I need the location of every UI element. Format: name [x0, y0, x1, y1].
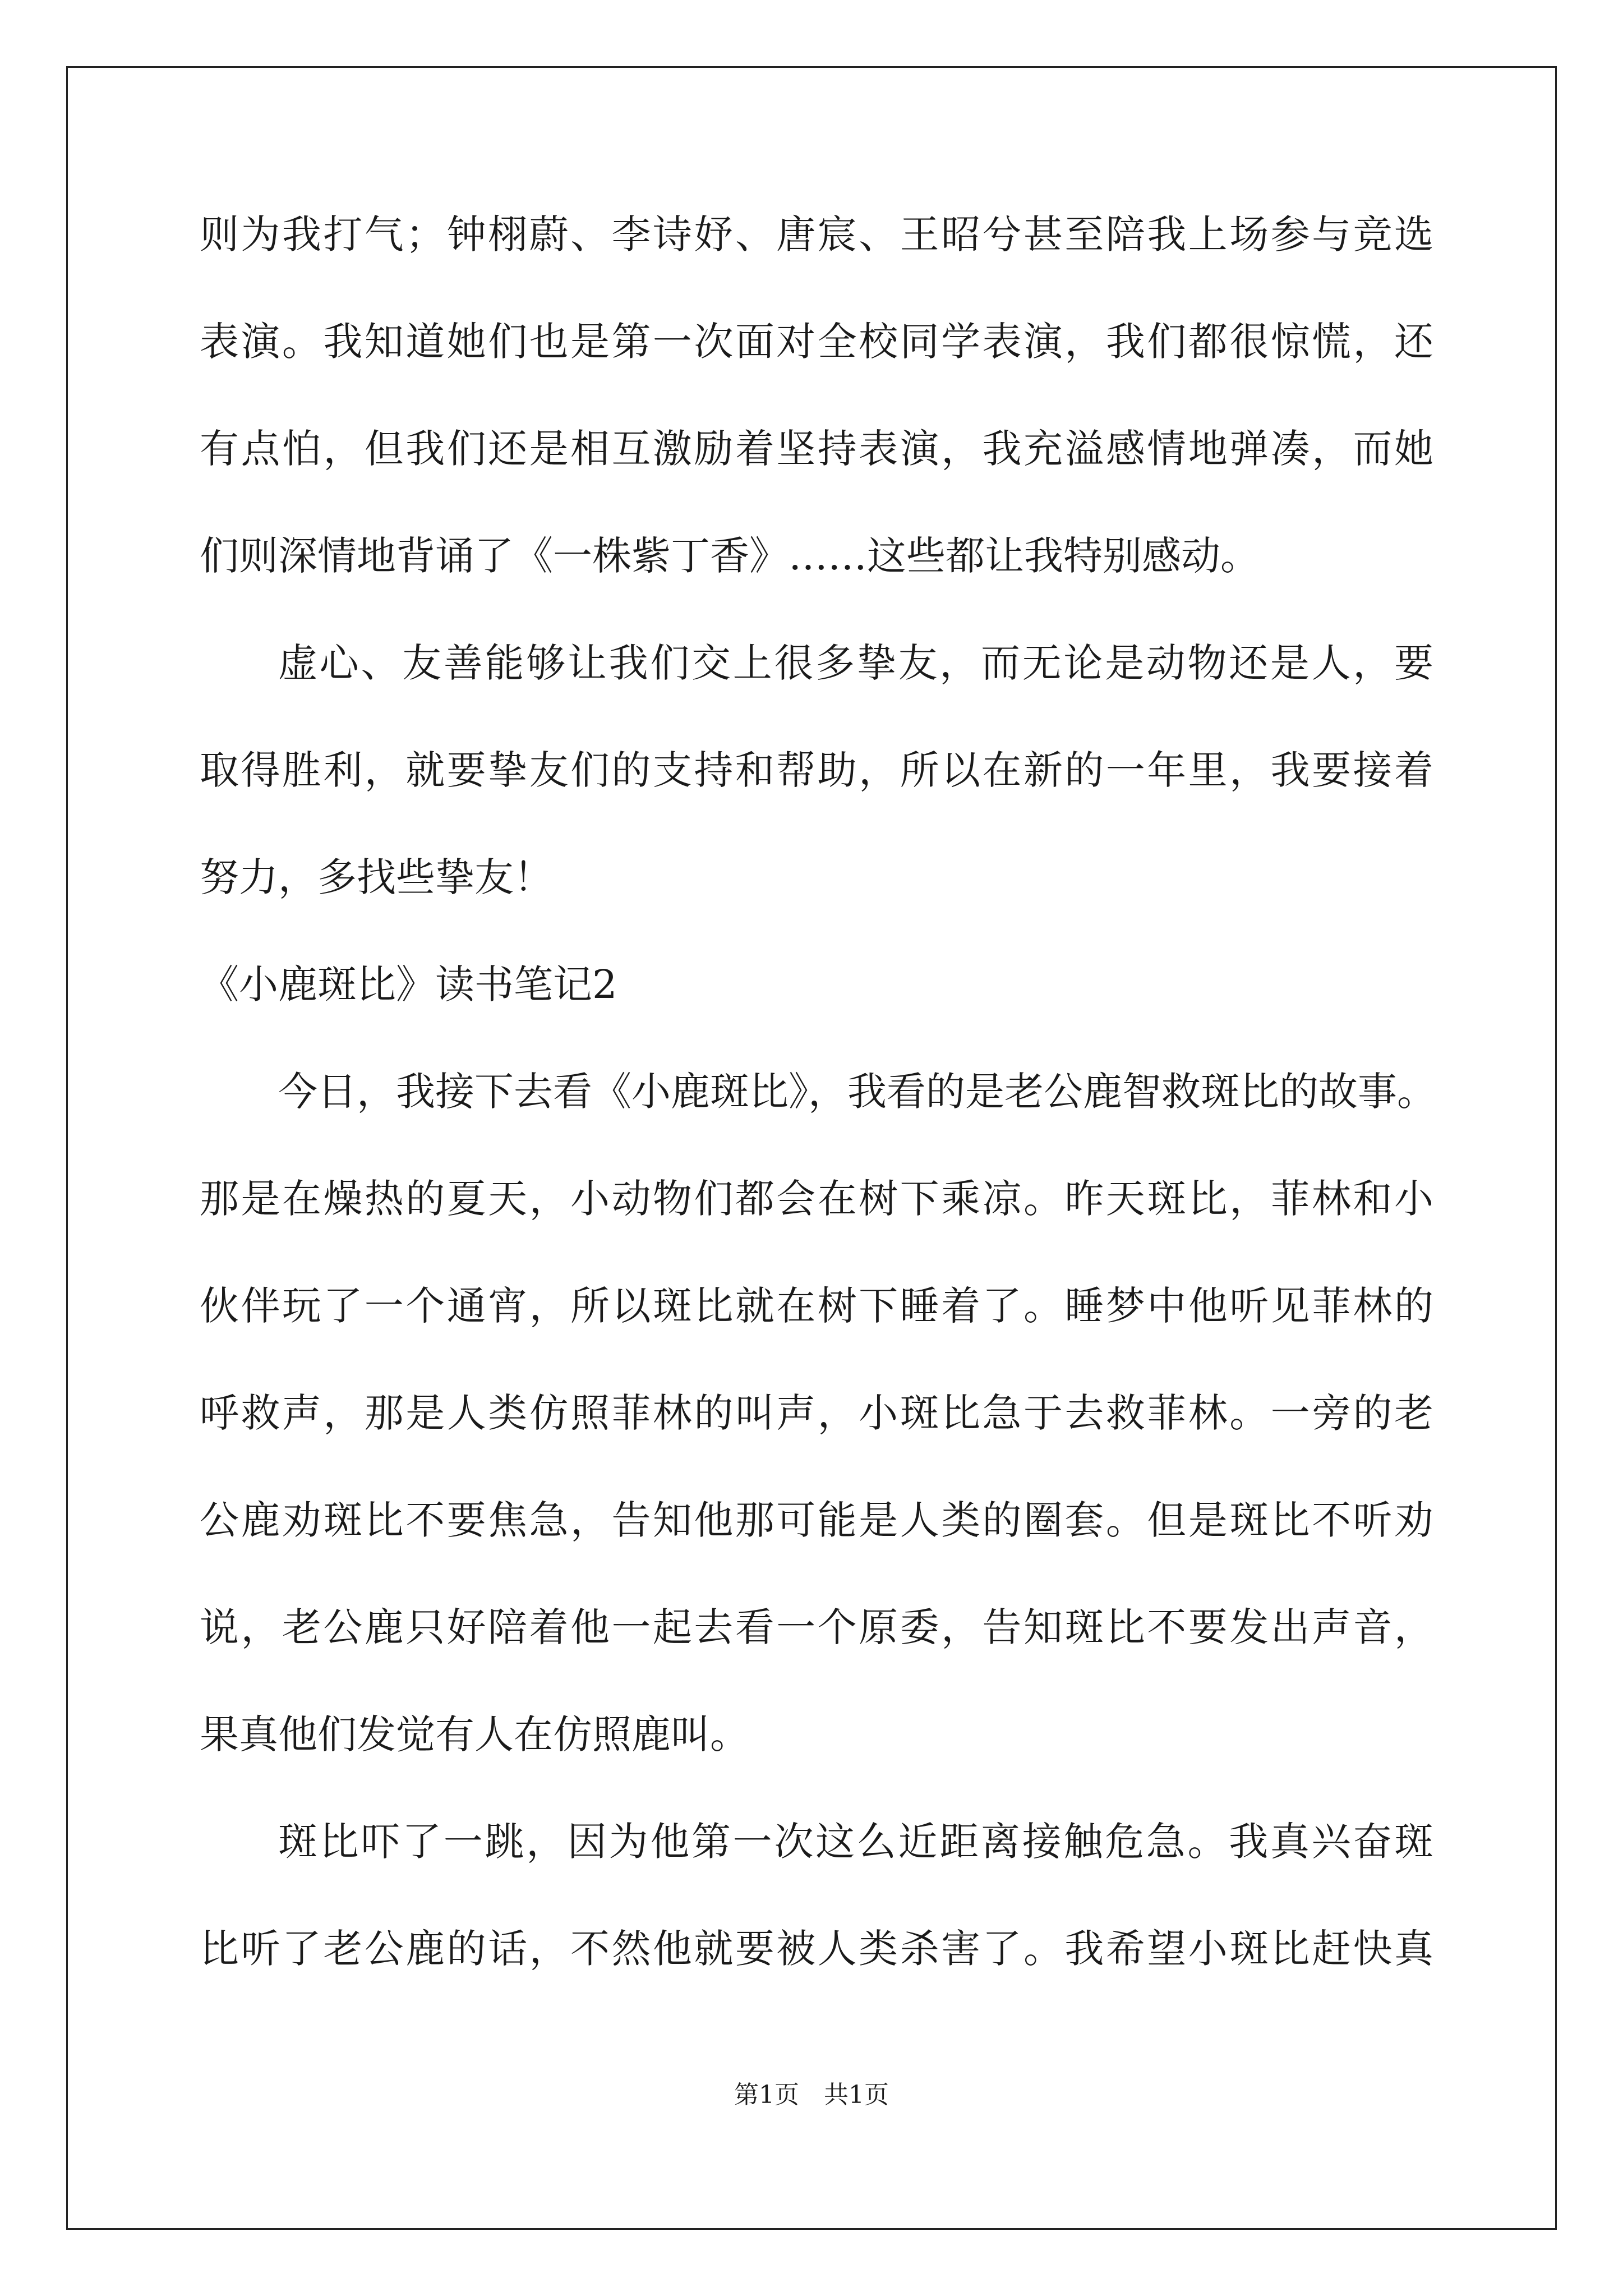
text-line: 取得胜利，就要挚友们的支持和帮助，所以在新的一年里，我要接着 [200, 747, 1433, 793]
text-line: 表演。我知道她们也是第一次面对全校同学表演，我们都很惊慌，还 [200, 319, 1433, 365]
text-line: 则为我打气；钟栩蔚、李诗妤、唐宸、王昭兮甚至陪我上场参与竞选 [200, 211, 1433, 257]
text-line: 公鹿劝斑比不要焦急，告知他那可能是人类的圈套。但是斑比不听劝 [200, 1497, 1433, 1543]
text-line: 虚心、友善能够让我们交上很多挚友，而无论是动物还是人，要 [278, 640, 1433, 686]
text-line: 说，老公鹿只好陪着他一起去看一个原委，告知斑比不要发出声音， [200, 1604, 1433, 1650]
document-body [200, 211, 1436, 1972]
text-line: 们则深情地背诵了《一株紫丁香》……这些都让我特别感动。 [200, 533, 1260, 579]
text-line: 努力，多找些挚友！ [200, 854, 553, 900]
text-line: 那是在燥热的夏天，小动物们都会在树下乘凉。昨天斑比，菲林和小 [200, 1176, 1433, 1222]
text-line: 比听了老公鹿的话，不然他就要被人类杀害了。我希望小斑比赶快真 [200, 1926, 1433, 1972]
text-line: 斑比吓了一跳，因为他第一次这么近距离接触危急。我真兴奋斑 [278, 1819, 1433, 1865]
text-line: 今日，我接下去看《小鹿斑比》，我看的是老公鹿智救斑比的故事。 [278, 1069, 1436, 1115]
text-line: 有点怕，但我们还是相互激励着坚持表演，我充溢感情地弹凑，而她 [200, 426, 1433, 472]
text-line: 呼救声，那是人类仿照菲林的叫声，小斑比急于去救菲林。一旁的老 [200, 1390, 1433, 1436]
text-line: 伙伴玩了一个通宵，所以斑比就在树下睡着了。睡梦中他听见菲林的 [200, 1283, 1433, 1329]
page-footer: 第1页 共1页 [734, 2081, 889, 2109]
text-line: 果真他们发觉有人在仿照鹿叫。 [200, 1711, 749, 1757]
section-heading: 《小鹿斑比》读书笔记2 [200, 961, 617, 1007]
